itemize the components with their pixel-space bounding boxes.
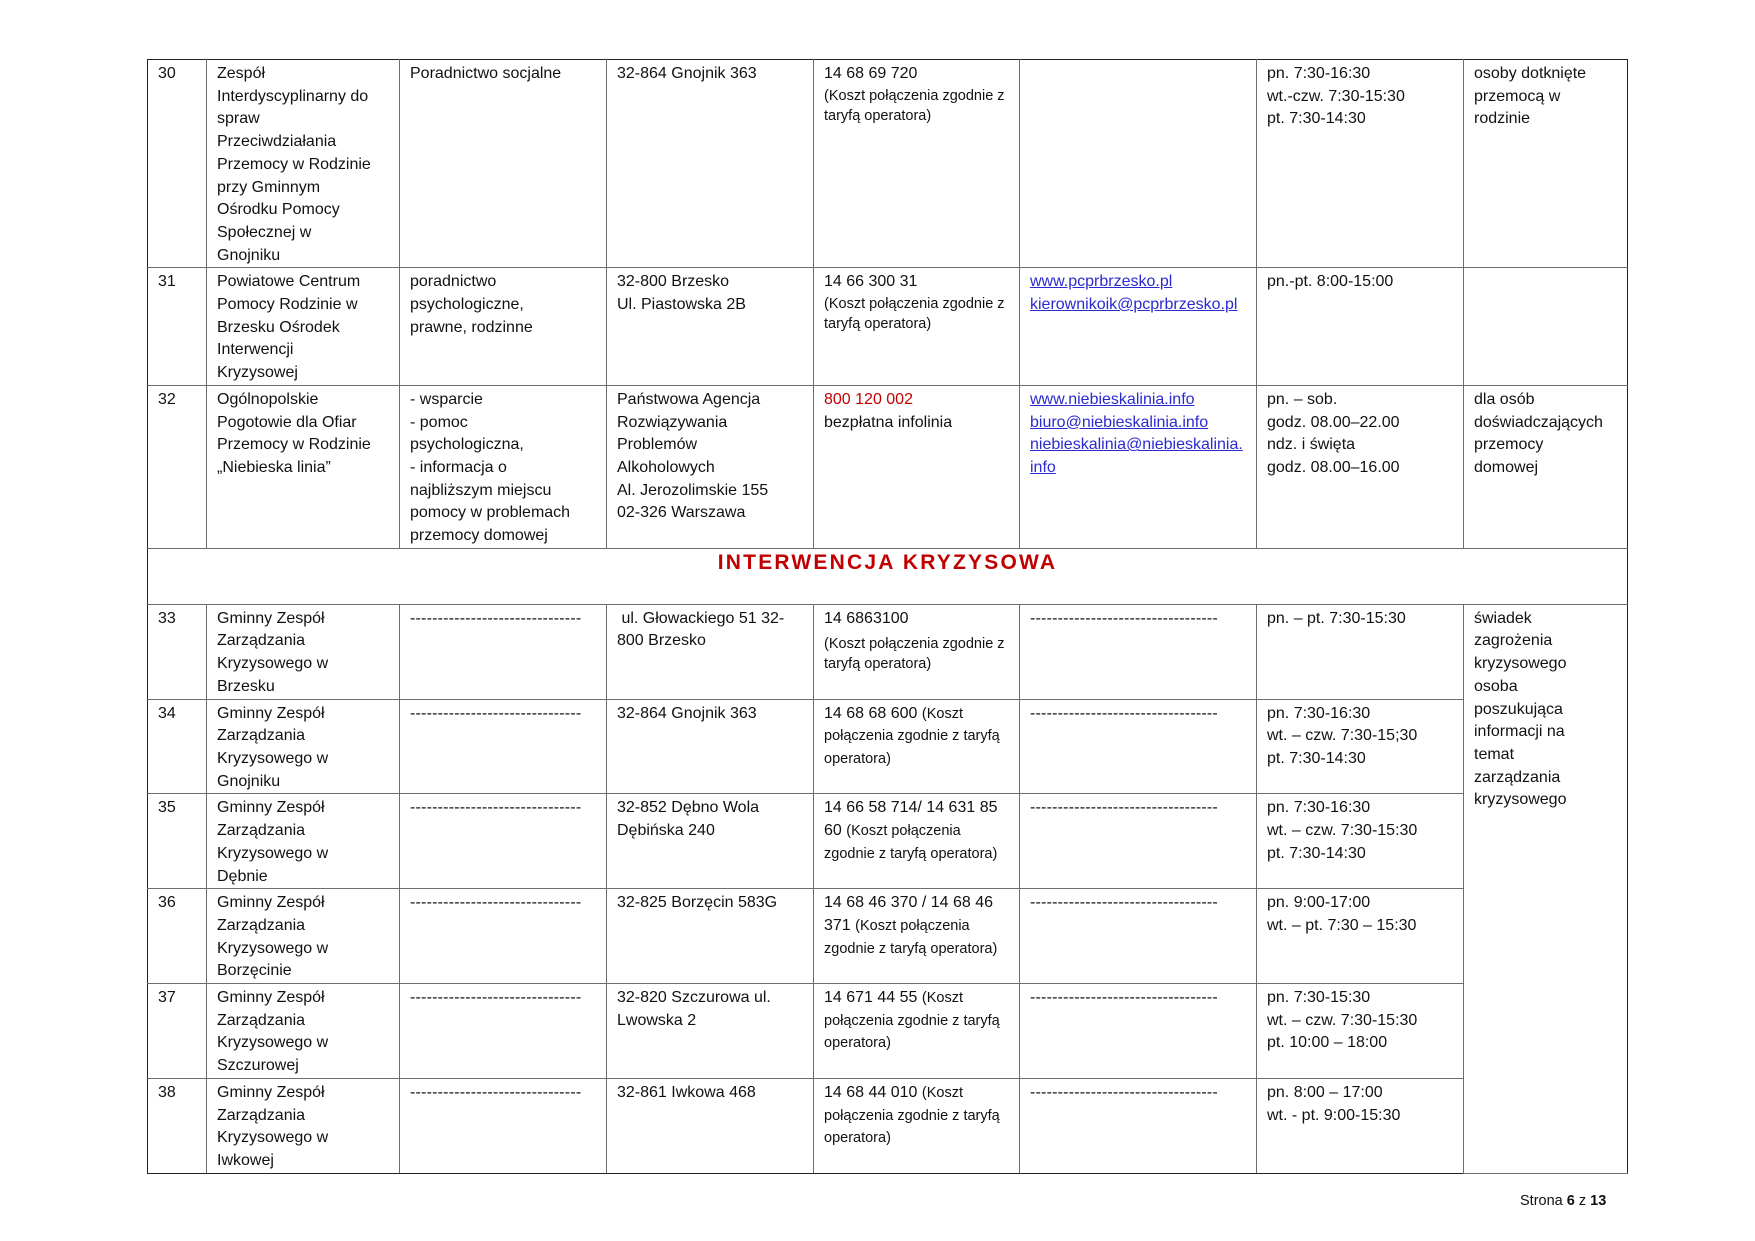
cell-line: pn. – sob. bbox=[1267, 390, 1338, 408]
cell-line: Kryzysowej bbox=[217, 364, 298, 382]
address bbox=[607, 268, 814, 386]
cell-line: Powiatowe Centrum bbox=[217, 273, 361, 291]
section-title: INTERWENCJA KRYZYSOWA bbox=[717, 550, 1058, 574]
phone bbox=[814, 984, 1020, 1079]
section-row bbox=[148, 548, 1628, 604]
web-contact bbox=[1020, 984, 1257, 1079]
cell-line: pt. 7:30-14:30 bbox=[1267, 844, 1366, 862]
address bbox=[607, 1078, 814, 1173]
web-contact bbox=[1020, 268, 1257, 386]
cell-line: Zespół bbox=[217, 65, 266, 82]
cell-line: Kryzysowego w bbox=[217, 844, 329, 862]
target-group bbox=[1464, 604, 1628, 1173]
phone bbox=[814, 794, 1020, 889]
phone-note: (Koszt połączenia zgodnie z taryfą operatora) bbox=[824, 296, 1005, 333]
row-number bbox=[148, 60, 207, 268]
cell-line: 32-820 Szczurowa ul. bbox=[617, 989, 771, 1007]
row-number bbox=[148, 604, 207, 699]
cell-line: psychologiczna, bbox=[410, 436, 524, 454]
cell-line: 32-800 Brzesko bbox=[617, 273, 730, 291]
address bbox=[607, 794, 814, 889]
phone-note: (Koszt połączenia zgodnie z taryfą operatora) bbox=[824, 990, 1000, 1052]
total-pages: 13 bbox=[1590, 1193, 1607, 1209]
cell-line: pn. 7:30-16:30 bbox=[1267, 704, 1371, 722]
phone bbox=[814, 60, 1020, 268]
target-group bbox=[1464, 268, 1628, 386]
cell-line: domowej bbox=[1474, 458, 1539, 476]
web-contact bbox=[1020, 699, 1257, 794]
empty-placeholder: ------------------------------- bbox=[410, 894, 582, 912]
cell-line: wt. - pt. 9:00-15:30 bbox=[1267, 1106, 1401, 1124]
cell-line: osoba bbox=[1474, 677, 1518, 695]
phone-number: 14 68 68 600 bbox=[824, 704, 918, 722]
phone-note: (Koszt połączenia zgodnie z taryfą operatora) bbox=[824, 823, 998, 862]
current-page: 6 bbox=[1566, 1193, 1575, 1209]
phone-note: (Koszt połączenia zgodnie z taryfą operatora) bbox=[824, 705, 1000, 767]
cell-line: Ogólnopolskie bbox=[217, 390, 319, 408]
service-type bbox=[400, 794, 607, 889]
cell-line: pn. 8:00 – 17:00 bbox=[1267, 1083, 1383, 1101]
cell-line: Interdyscyplinarny do bbox=[217, 87, 369, 105]
cell-line: zagrożenia bbox=[1474, 632, 1553, 650]
table-row bbox=[148, 794, 1628, 889]
cell-line: Ośrodku Pomocy bbox=[217, 201, 340, 219]
hotline-number: 800 120 002 bbox=[824, 390, 913, 408]
empty-placeholder: ------------------------------- bbox=[410, 799, 582, 817]
address bbox=[607, 699, 814, 794]
opening-hours bbox=[1257, 699, 1464, 794]
web-contact bbox=[1020, 794, 1257, 889]
cell-line: Gminny Zespół bbox=[217, 704, 325, 722]
phone-note: (Koszt połączenia zgodnie z taryfą operatora) bbox=[824, 87, 1005, 124]
row-number bbox=[148, 889, 207, 984]
row-number-text: 31 bbox=[158, 273, 176, 291]
cell-line: poradnictwo bbox=[410, 273, 497, 291]
cell-line: pn. 7:30-16:30 bbox=[1267, 799, 1371, 817]
phone-number: 14 68 44 010 bbox=[824, 1083, 918, 1101]
row-number-text: 36 bbox=[158, 894, 176, 912]
cell-line: „Niebieska linia” bbox=[217, 458, 331, 476]
cell-line: przy Gminnym bbox=[217, 178, 321, 196]
cell-line: Gminny Zespół bbox=[217, 989, 325, 1007]
phone-note: (Koszt połączenia zgodnie z taryfą operatora) bbox=[824, 636, 1005, 673]
service-type bbox=[400, 385, 607, 548]
cell-line: - informacja o bbox=[410, 458, 507, 476]
table-row bbox=[148, 984, 1628, 1079]
phone-number: 14 68 46 370 / 14 68 46 371 bbox=[824, 894, 994, 934]
cell-line: poszukująca bbox=[1474, 700, 1563, 718]
opening-hours bbox=[1257, 889, 1464, 984]
cell-line: informacji na bbox=[1474, 723, 1565, 741]
cell-line: Państwowa Agencja bbox=[617, 390, 761, 408]
contacts-table bbox=[147, 59, 1628, 1174]
table-row bbox=[148, 60, 1628, 268]
cell-line: Szczurowej bbox=[217, 1057, 299, 1075]
cell-line: Gminny Zespół bbox=[217, 894, 325, 912]
cell-line: Brzesku bbox=[217, 677, 275, 695]
cell-line: Przemocy w Rodzinie bbox=[217, 155, 371, 173]
cell-line: 32-864 Gnojnik 363 bbox=[617, 704, 757, 722]
table-row bbox=[148, 699, 1628, 794]
cell-line: Przeciwdziałania bbox=[217, 133, 337, 151]
opening-hours bbox=[1257, 604, 1464, 699]
phone bbox=[814, 604, 1020, 699]
target-group bbox=[1464, 385, 1628, 548]
opening-hours bbox=[1257, 385, 1464, 548]
table-row bbox=[148, 889, 1628, 984]
cell-line: Interwencji bbox=[217, 341, 294, 359]
empty-placeholder: ---------------------------------- bbox=[1030, 799, 1218, 817]
cell-line: Rozwiązywania bbox=[617, 413, 728, 431]
institution-name bbox=[207, 1078, 400, 1173]
cell-line: pn. 7:30-16:30 bbox=[1267, 65, 1371, 82]
cell-line: pn.-pt. 8:00-15:00 bbox=[1267, 273, 1394, 291]
institution-name bbox=[207, 984, 400, 1079]
address bbox=[607, 60, 814, 268]
cell-line: Problemów bbox=[617, 436, 698, 454]
cell-line: 32-864 Gnojnik 363 bbox=[617, 65, 757, 82]
cell-line: osoby dotknięte bbox=[1474, 65, 1587, 82]
cell-line: doświadczających bbox=[1474, 413, 1603, 431]
cell-line: godz. 08.00–22.00 bbox=[1267, 413, 1400, 431]
cell-line: wt. – czw. 7:30-15:30 bbox=[1267, 822, 1418, 840]
cell-line: pt. 7:30-14:30 bbox=[1267, 749, 1366, 767]
cell-line: pt. 7:30-14:30 bbox=[1267, 110, 1366, 128]
service-type bbox=[400, 268, 607, 386]
cell-line: Gnojniku bbox=[217, 772, 281, 790]
phone bbox=[814, 268, 1020, 386]
cell-line: najbliższym miejscu bbox=[410, 481, 552, 499]
cell-line: Zarządzania bbox=[217, 822, 306, 840]
cell-line: Pogotowie dla Ofiar bbox=[217, 413, 357, 431]
service-type bbox=[400, 60, 607, 268]
web-contact bbox=[1020, 385, 1257, 548]
phone bbox=[814, 1078, 1020, 1173]
cell-line: Zarządzania bbox=[217, 1106, 306, 1124]
cell-line: psychologiczne, bbox=[410, 296, 524, 314]
cell-line: Gminny Zespół bbox=[217, 609, 325, 627]
cell-line: 02-326 Warszawa bbox=[617, 504, 746, 522]
cell-line: pt. 10:00 – 18:00 bbox=[1267, 1034, 1388, 1052]
opening-hours bbox=[1257, 794, 1464, 889]
empty-placeholder: ------------------------------- bbox=[410, 704, 582, 722]
empty-placeholder: ------------------------------- bbox=[410, 1083, 582, 1101]
cell-line: Zarządzania bbox=[217, 727, 306, 745]
cell-line: Gnojniku bbox=[217, 246, 281, 264]
phone bbox=[814, 385, 1020, 548]
cell-line: wt.-czw. 7:30-15:30 bbox=[1267, 87, 1405, 105]
cell-line: Zarządzania bbox=[217, 916, 306, 934]
web-contact bbox=[1020, 1078, 1257, 1173]
cell-line: Przemocy w Rodzinie bbox=[217, 436, 371, 454]
email-link[interactable]: niebieskalinia@niebieskalinia.info bbox=[1030, 436, 1243, 476]
institution-name bbox=[207, 699, 400, 794]
row-number bbox=[148, 984, 207, 1079]
cell-line: Dębnie bbox=[217, 867, 268, 885]
row-number-text: 30 bbox=[158, 65, 176, 82]
row-number bbox=[148, 1078, 207, 1173]
cell-line: 32-861 Iwkowa 468 bbox=[617, 1083, 756, 1101]
empty-placeholder: ------------------------------- bbox=[410, 989, 582, 1007]
row-number-text: 33 bbox=[158, 609, 176, 627]
opening-hours bbox=[1257, 984, 1464, 1079]
phone-number: 14 671 44 55 bbox=[824, 989, 918, 1007]
cell-line: Gminny Zespół bbox=[217, 1083, 325, 1101]
cell-line: przemocą w bbox=[1474, 87, 1561, 105]
service-type bbox=[400, 604, 607, 699]
phone-note: (Koszt połączenia zgodnie z taryfą operatora) bbox=[824, 917, 998, 957]
cell-line: Kryzysowego w bbox=[217, 939, 329, 957]
cell-line: Dębińska 240 bbox=[617, 822, 715, 840]
cell-line: wt. – pt. 7:30 – 15:30 bbox=[1267, 916, 1417, 934]
phone-number: 14 6863100 bbox=[824, 609, 909, 627]
phone bbox=[814, 699, 1020, 794]
service-type bbox=[400, 699, 607, 794]
cell-line: 32-852 Dębno Wola bbox=[617, 799, 760, 817]
phone-number: 14 66 300 31 bbox=[824, 273, 918, 291]
empty-placeholder: ---------------------------------- bbox=[1030, 1083, 1218, 1101]
cell-line: przemocy bbox=[1474, 436, 1544, 454]
address bbox=[607, 984, 814, 1079]
page-sep: z bbox=[1578, 1193, 1587, 1209]
row-number-text: 32 bbox=[158, 390, 176, 408]
cell-line: Gminny Zespół bbox=[217, 799, 325, 817]
cell-line: Kryzysowego w bbox=[217, 1034, 329, 1052]
row-number-text: 35 bbox=[158, 799, 176, 817]
web-contact bbox=[1020, 60, 1257, 268]
service-type bbox=[400, 889, 607, 984]
cell-line: prawne, rodzinne bbox=[410, 318, 533, 336]
cell-line: Lwowska 2 bbox=[617, 1011, 697, 1029]
row-number bbox=[148, 794, 207, 889]
cell-line: Zarządzania bbox=[217, 632, 306, 650]
phone bbox=[814, 889, 1020, 984]
empty-placeholder: ---------------------------------- bbox=[1030, 989, 1218, 1007]
empty-placeholder: ---------------------------------- bbox=[1030, 609, 1218, 627]
cell-line: pn. 7:30-15:30 bbox=[1267, 989, 1371, 1007]
cell-line: ul. Głowackiego 51 32- bbox=[617, 609, 785, 627]
website-link[interactable]: www.niebieskalinia.info bbox=[1030, 390, 1195, 408]
institution-name bbox=[207, 385, 400, 548]
cell-line: Alkoholowych bbox=[617, 458, 715, 476]
empty-placeholder: ---------------------------------- bbox=[1030, 894, 1218, 912]
cell-line: przemocy domowej bbox=[410, 527, 548, 545]
cell-line: Pomocy Rodzinie w bbox=[217, 296, 358, 314]
email-link[interactable]: biuro@niebieskalinia.info bbox=[1030, 413, 1209, 431]
opening-hours bbox=[1257, 1078, 1464, 1173]
phone-note: (Koszt połączenia zgodnie z taryfą operatora) bbox=[824, 1084, 1000, 1147]
row-number bbox=[148, 268, 207, 386]
page-number bbox=[1520, 1193, 1606, 1209]
opening-hours bbox=[1257, 60, 1464, 268]
institution-name bbox=[207, 794, 400, 889]
page-label: Strona bbox=[1520, 1193, 1563, 1209]
cell-line: dla osób bbox=[1474, 390, 1535, 408]
cell-line: Zarządzania bbox=[217, 1011, 306, 1029]
cell-line: Poradnictwo socjalne bbox=[410, 65, 562, 82]
cell-line: Kryzysowego w bbox=[217, 1129, 329, 1147]
table-row bbox=[148, 385, 1628, 548]
cell-line: Borzęcinie bbox=[217, 962, 292, 980]
row-number bbox=[148, 699, 207, 794]
row-number-text: 37 bbox=[158, 989, 176, 1007]
cell-line: Brzesku Ośrodek bbox=[217, 318, 340, 336]
cell-line: kryzysowego bbox=[1474, 655, 1567, 673]
cell-line: Iwkowej bbox=[217, 1151, 274, 1169]
cell-line: wt. – czw. 7:30-15:30 bbox=[1267, 1011, 1418, 1029]
cell-line: - wsparcie bbox=[410, 390, 483, 408]
phone-number: 14 66 58 714/ 14 631 85 60 bbox=[824, 799, 998, 840]
empty-placeholder: ---------------------------------- bbox=[1030, 704, 1218, 722]
institution-name bbox=[207, 60, 400, 268]
cell-line: pn. – pt. 7:30-15:30 bbox=[1267, 609, 1406, 627]
cell-line: Ul. Piastowska 2B bbox=[617, 296, 746, 314]
cell-line: wt. – czw. 7:30-15;30 bbox=[1267, 727, 1418, 745]
cell-line: pomocy w problemach bbox=[410, 504, 571, 522]
cell-line: godz. 08.00–16.00 bbox=[1267, 458, 1400, 476]
table-row bbox=[148, 268, 1628, 386]
cell-line: rodzinie bbox=[1474, 110, 1531, 128]
section-header bbox=[148, 548, 1628, 604]
institution-name bbox=[207, 268, 400, 386]
cell-line: 800 Brzesko bbox=[617, 632, 706, 650]
cell-line: ndz. i święta bbox=[1267, 436, 1356, 454]
opening-hours bbox=[1257, 268, 1464, 386]
row-number-text: 34 bbox=[158, 704, 176, 722]
cell-line: 32-825 Borzęcin 583G bbox=[617, 894, 778, 912]
email-link[interactable]: kierownikoik@pcprbrzesko.pl bbox=[1030, 296, 1238, 314]
target-group bbox=[1464, 60, 1628, 268]
cell-line: Kryzysowego w bbox=[217, 655, 329, 673]
service-type bbox=[400, 984, 607, 1079]
cell-line: Kryzysowego w bbox=[217, 749, 329, 767]
phone-number: 14 68 69 720 bbox=[824, 65, 918, 82]
phone-note: bezpłatna infolinia bbox=[824, 413, 953, 431]
cell-line: zarządzania bbox=[1474, 768, 1561, 786]
web-contact bbox=[1020, 604, 1257, 699]
empty-placeholder: ------------------------------- bbox=[410, 609, 582, 627]
institution-name bbox=[207, 889, 400, 984]
address bbox=[607, 385, 814, 548]
website-link[interactable]: www.pcprbrzesko.pl bbox=[1030, 273, 1173, 291]
cell-line: - pomoc bbox=[410, 413, 468, 431]
cell-line: spraw bbox=[217, 110, 260, 128]
cell-line: Al. Jerozolimskie 155 bbox=[617, 481, 769, 499]
row-number bbox=[148, 385, 207, 548]
cell-line: Społecznej w bbox=[217, 223, 312, 241]
table-row bbox=[148, 604, 1628, 699]
address bbox=[607, 604, 814, 699]
cell-line: świadek bbox=[1474, 609, 1532, 627]
row-number-text: 38 bbox=[158, 1083, 176, 1101]
web-contact bbox=[1020, 889, 1257, 984]
service-type bbox=[400, 1078, 607, 1173]
cell-line: pn. 9:00-17:00 bbox=[1267, 894, 1371, 912]
cell-line: temat bbox=[1474, 745, 1515, 763]
address bbox=[607, 889, 814, 984]
table-row bbox=[148, 1078, 1628, 1173]
institution-name bbox=[207, 604, 400, 699]
cell-line: kryzysowego bbox=[1474, 791, 1567, 809]
